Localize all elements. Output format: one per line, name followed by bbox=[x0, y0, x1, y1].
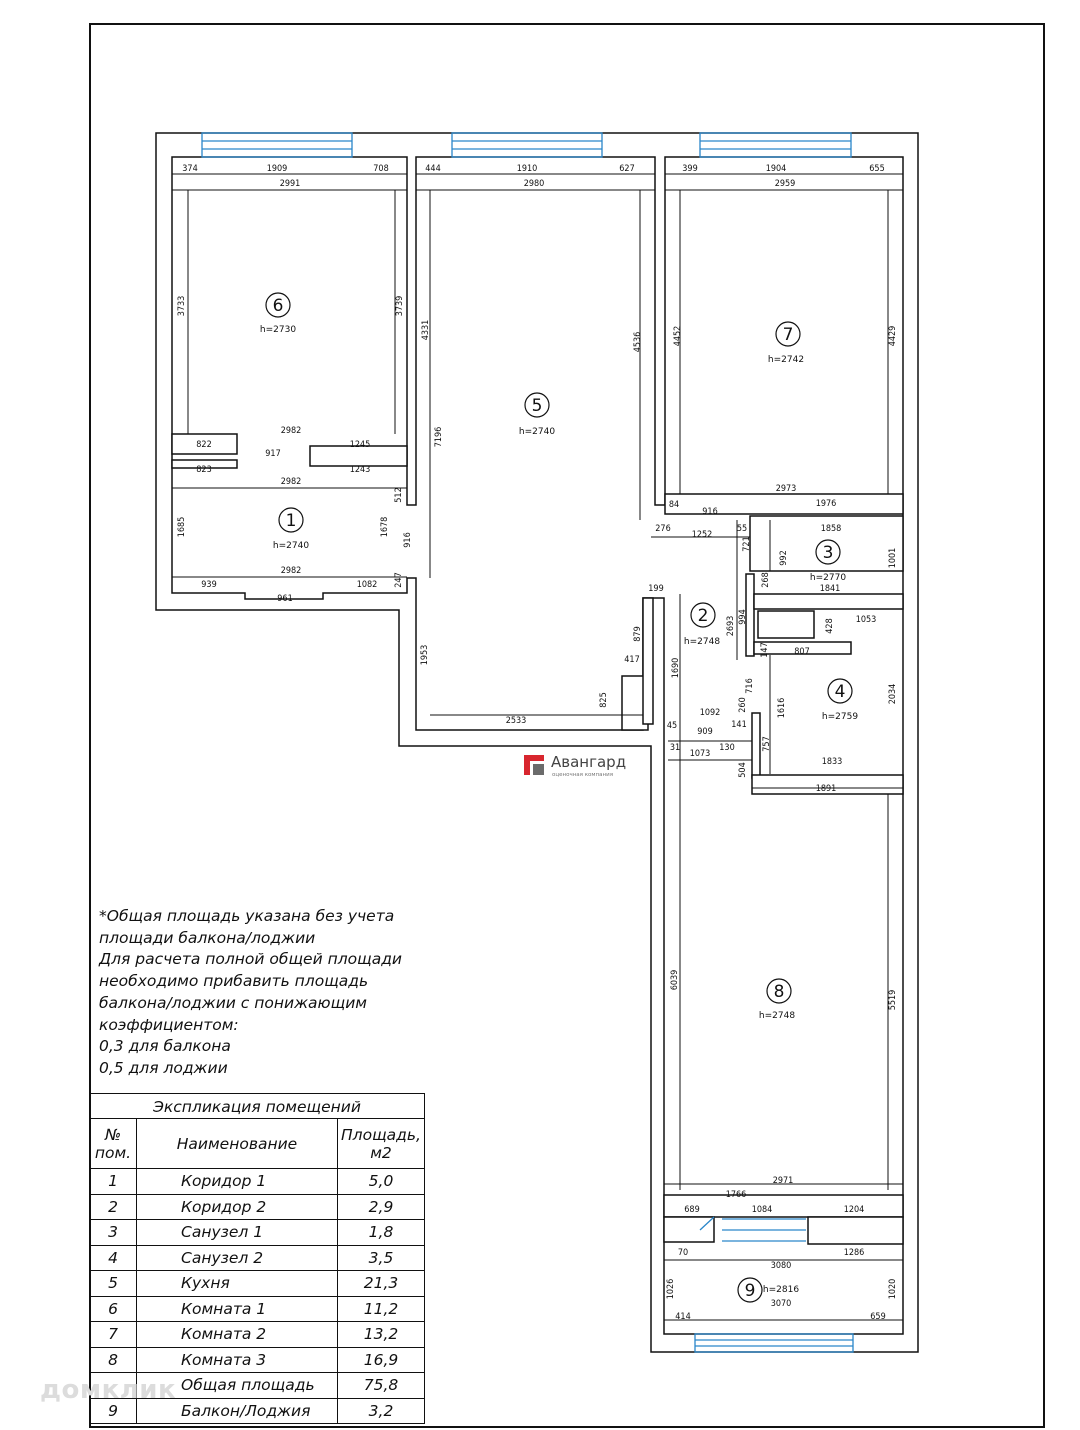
svg-text:1286: 1286 bbox=[843, 1248, 865, 1258]
wall-block bbox=[664, 1195, 903, 1217]
note-line: 0,3 для балкона bbox=[99, 1037, 231, 1056]
svg-text:627: 627 bbox=[619, 164, 635, 174]
svg-text:716: 716 bbox=[745, 678, 755, 694]
svg-text:1841: 1841 bbox=[819, 584, 841, 594]
svg-text:45: 45 bbox=[666, 721, 678, 731]
svg-text:512: 512 bbox=[394, 487, 404, 503]
svg-text:4331: 4331 bbox=[421, 319, 431, 341]
svg-text:260: 260 bbox=[738, 697, 748, 713]
note-line: 0,5 для лоджии bbox=[99, 1058, 228, 1077]
svg-text:2982: 2982 bbox=[280, 566, 302, 576]
balcony-door bbox=[700, 1217, 806, 1241]
wall-block bbox=[754, 594, 903, 609]
svg-text:2973: 2973 bbox=[775, 484, 797, 494]
svg-text:4: 4 bbox=[834, 682, 846, 702]
header-name: Наименование bbox=[137, 1119, 338, 1169]
svg-text:994: 994 bbox=[738, 609, 748, 625]
svg-text:h=2740: h=2740 bbox=[518, 427, 556, 437]
table-row: 2 Коридор 2 2,9 bbox=[90, 1194, 425, 1220]
svg-text:5: 5 bbox=[531, 396, 543, 416]
wall-block bbox=[664, 1217, 714, 1242]
svg-text:1001: 1001 bbox=[888, 547, 898, 569]
area-note bbox=[99, 906, 439, 1080]
svg-text:247: 247 bbox=[394, 572, 404, 588]
note-line: *Общая площадь указана без учета bbox=[99, 907, 395, 925]
svg-text:6039: 6039 bbox=[670, 969, 680, 991]
svg-text:1: 1 bbox=[285, 511, 297, 531]
shaft bbox=[758, 611, 814, 638]
table-row: 3 Санузел 1 1,8 bbox=[90, 1220, 425, 1246]
svg-text:1053: 1053 bbox=[855, 615, 877, 625]
svg-text:909: 909 bbox=[697, 727, 713, 737]
svg-text:708: 708 bbox=[373, 164, 389, 174]
svg-text:374: 374 bbox=[182, 164, 198, 174]
svg-text:h=2816: h=2816 bbox=[762, 1285, 800, 1295]
wall-block bbox=[665, 494, 903, 514]
table-row: 7 Комната 2 13,2 bbox=[90, 1322, 425, 1348]
svg-text:917: 917 bbox=[265, 449, 281, 459]
svg-text:992: 992 bbox=[779, 550, 789, 566]
svg-text:h=2740: h=2740 bbox=[272, 541, 310, 551]
svg-text:1082: 1082 bbox=[356, 580, 378, 590]
svg-text:70: 70 bbox=[677, 1248, 689, 1258]
svg-text:1766: 1766 bbox=[725, 1190, 747, 1200]
svg-text:1690: 1690 bbox=[671, 657, 681, 679]
svg-text:1909: 1909 bbox=[266, 164, 288, 174]
svg-text:2982: 2982 bbox=[280, 426, 302, 436]
svg-text:822: 822 bbox=[196, 440, 212, 450]
logo-name: Авангард bbox=[551, 753, 627, 771]
svg-text:417: 417 bbox=[624, 655, 640, 665]
svg-text:3733: 3733 bbox=[177, 295, 187, 317]
table-row: 1 Коридор 1 5,0 bbox=[90, 1169, 425, 1195]
table-row: 5 Кухня 21,3 bbox=[90, 1271, 425, 1297]
svg-text:1092: 1092 bbox=[699, 708, 721, 718]
svg-text:504: 504 bbox=[738, 762, 748, 778]
svg-text:3080: 3080 bbox=[770, 1261, 792, 1271]
table-row: 9 Балкон/Лоджия 3,2 bbox=[90, 1398, 425, 1424]
svg-text:1910: 1910 bbox=[516, 164, 538, 174]
logo-subtitle: оценочная компания bbox=[552, 772, 614, 778]
svg-text:961: 961 bbox=[277, 594, 293, 604]
table-title: Экспликация помещений bbox=[89, 1093, 425, 1118]
svg-text:1084: 1084 bbox=[751, 1205, 773, 1215]
room-label-4 bbox=[822, 679, 858, 722]
table-row: 8 Комната 3 16,9 bbox=[90, 1347, 425, 1373]
svg-text:268: 268 bbox=[761, 572, 771, 588]
svg-text:4429: 4429 bbox=[888, 325, 898, 347]
svg-text:659: 659 bbox=[870, 1312, 886, 1322]
note-line: необходимо прибавить площадь bbox=[99, 972, 369, 991]
room-label-7 bbox=[768, 322, 804, 365]
logo-mark-icon bbox=[524, 755, 544, 775]
wall-block bbox=[752, 713, 760, 778]
table-row: 6 Комната 1 11,2 bbox=[90, 1296, 425, 1322]
svg-text:1833: 1833 bbox=[821, 757, 843, 767]
svg-text:147: 147 bbox=[760, 642, 770, 658]
svg-text:4452: 4452 bbox=[673, 325, 683, 347]
wall-block bbox=[808, 1217, 903, 1244]
svg-text:h=2759: h=2759 bbox=[821, 712, 859, 722]
svg-text:h=2770: h=2770 bbox=[809, 573, 847, 583]
svg-text:414: 414 bbox=[675, 1312, 691, 1322]
header-area: Площадь, м2 bbox=[338, 1119, 425, 1169]
svg-text:141: 141 bbox=[731, 720, 747, 730]
svg-text:2034: 2034 bbox=[888, 683, 898, 705]
svg-text:276: 276 bbox=[655, 524, 671, 534]
svg-text:2980: 2980 bbox=[523, 179, 545, 189]
svg-text:1204: 1204 bbox=[843, 1205, 865, 1215]
svg-text:3: 3 bbox=[822, 543, 834, 563]
svg-text:h=2748: h=2748 bbox=[683, 637, 721, 647]
note-line: коэффициентом: bbox=[99, 1015, 239, 1034]
svg-text:2: 2 bbox=[697, 606, 709, 626]
svg-text:721: 721 bbox=[742, 536, 752, 552]
note-line: Для расчета полной общей площади bbox=[99, 950, 403, 969]
table-header bbox=[90, 1119, 425, 1169]
svg-text:1252: 1252 bbox=[691, 530, 713, 540]
svg-text:h=2742: h=2742 bbox=[767, 355, 805, 365]
svg-text:2991: 2991 bbox=[279, 179, 301, 189]
svg-text:1245: 1245 bbox=[349, 440, 371, 450]
header-num: № пом. bbox=[90, 1119, 137, 1169]
svg-text:399: 399 bbox=[682, 164, 698, 174]
table-row-total: Общая площадь 75,8 bbox=[90, 1373, 425, 1399]
svg-text:823: 823 bbox=[196, 465, 212, 475]
watermark: домклик bbox=[40, 1375, 177, 1405]
svg-text:3070: 3070 bbox=[770, 1299, 792, 1309]
room-label-2 bbox=[684, 603, 720, 647]
svg-text:444: 444 bbox=[425, 164, 441, 174]
svg-text:130: 130 bbox=[719, 743, 735, 753]
svg-text:1904: 1904 bbox=[765, 164, 787, 174]
svg-text:1678: 1678 bbox=[380, 516, 390, 538]
svg-text:825: 825 bbox=[599, 692, 609, 708]
svg-text:2982: 2982 bbox=[280, 477, 302, 487]
svg-text:879: 879 bbox=[633, 626, 643, 642]
svg-text:1858: 1858 bbox=[820, 524, 842, 534]
svg-text:1976: 1976 bbox=[815, 499, 837, 509]
svg-text:807: 807 bbox=[794, 647, 810, 657]
svg-text:1953: 1953 bbox=[420, 644, 430, 666]
svg-text:2693: 2693 bbox=[726, 615, 736, 637]
svg-text:2959: 2959 bbox=[774, 179, 796, 189]
svg-text:1891: 1891 bbox=[815, 784, 837, 794]
svg-text:689: 689 bbox=[684, 1205, 700, 1215]
svg-text:3739: 3739 bbox=[395, 295, 405, 317]
svg-text:h=2748: h=2748 bbox=[758, 1011, 796, 1021]
svg-text:8: 8 bbox=[773, 982, 785, 1002]
svg-text:4536: 4536 bbox=[633, 331, 643, 353]
svg-text:5519: 5519 bbox=[888, 989, 898, 1011]
svg-text:1026: 1026 bbox=[666, 1278, 676, 1300]
wall-block bbox=[643, 598, 653, 724]
room-label-6 bbox=[260, 293, 296, 335]
svg-text:428: 428 bbox=[825, 618, 835, 634]
svg-text:31: 31 bbox=[669, 743, 681, 753]
note-line: балкона/лоджии с понижающим bbox=[99, 993, 367, 1012]
table-row: 4 Санузел 2 3,5 bbox=[90, 1245, 425, 1271]
svg-text:1073: 1073 bbox=[689, 749, 711, 759]
room-label-1 bbox=[273, 508, 309, 551]
svg-text:1020: 1020 bbox=[888, 1278, 898, 1300]
svg-text:84: 84 bbox=[668, 500, 680, 510]
svg-text:916: 916 bbox=[702, 507, 718, 517]
svg-text:939: 939 bbox=[201, 580, 217, 590]
svg-text:9: 9 bbox=[744, 1281, 756, 1301]
svg-text:916: 916 bbox=[403, 532, 413, 548]
svg-text:55: 55 bbox=[736, 524, 748, 534]
svg-text:2533: 2533 bbox=[505, 716, 527, 726]
svg-text:h=2730: h=2730 bbox=[259, 325, 297, 335]
svg-text:7: 7 bbox=[782, 325, 794, 345]
room-label-8 bbox=[759, 979, 795, 1021]
svg-text:1243: 1243 bbox=[349, 465, 371, 475]
svg-text:199: 199 bbox=[648, 584, 664, 594]
svg-text:2971: 2971 bbox=[772, 1176, 794, 1186]
note-line: площади балкона/лоджии bbox=[99, 928, 316, 947]
svg-text:757: 757 bbox=[762, 736, 772, 752]
svg-text:655: 655 bbox=[869, 164, 885, 174]
svg-text:6: 6 bbox=[272, 296, 284, 316]
room-label-5 bbox=[519, 393, 555, 437]
svg-text:7196: 7196 bbox=[434, 426, 444, 448]
svg-text:1616: 1616 bbox=[777, 697, 787, 719]
svg-text:1685: 1685 bbox=[177, 516, 187, 538]
